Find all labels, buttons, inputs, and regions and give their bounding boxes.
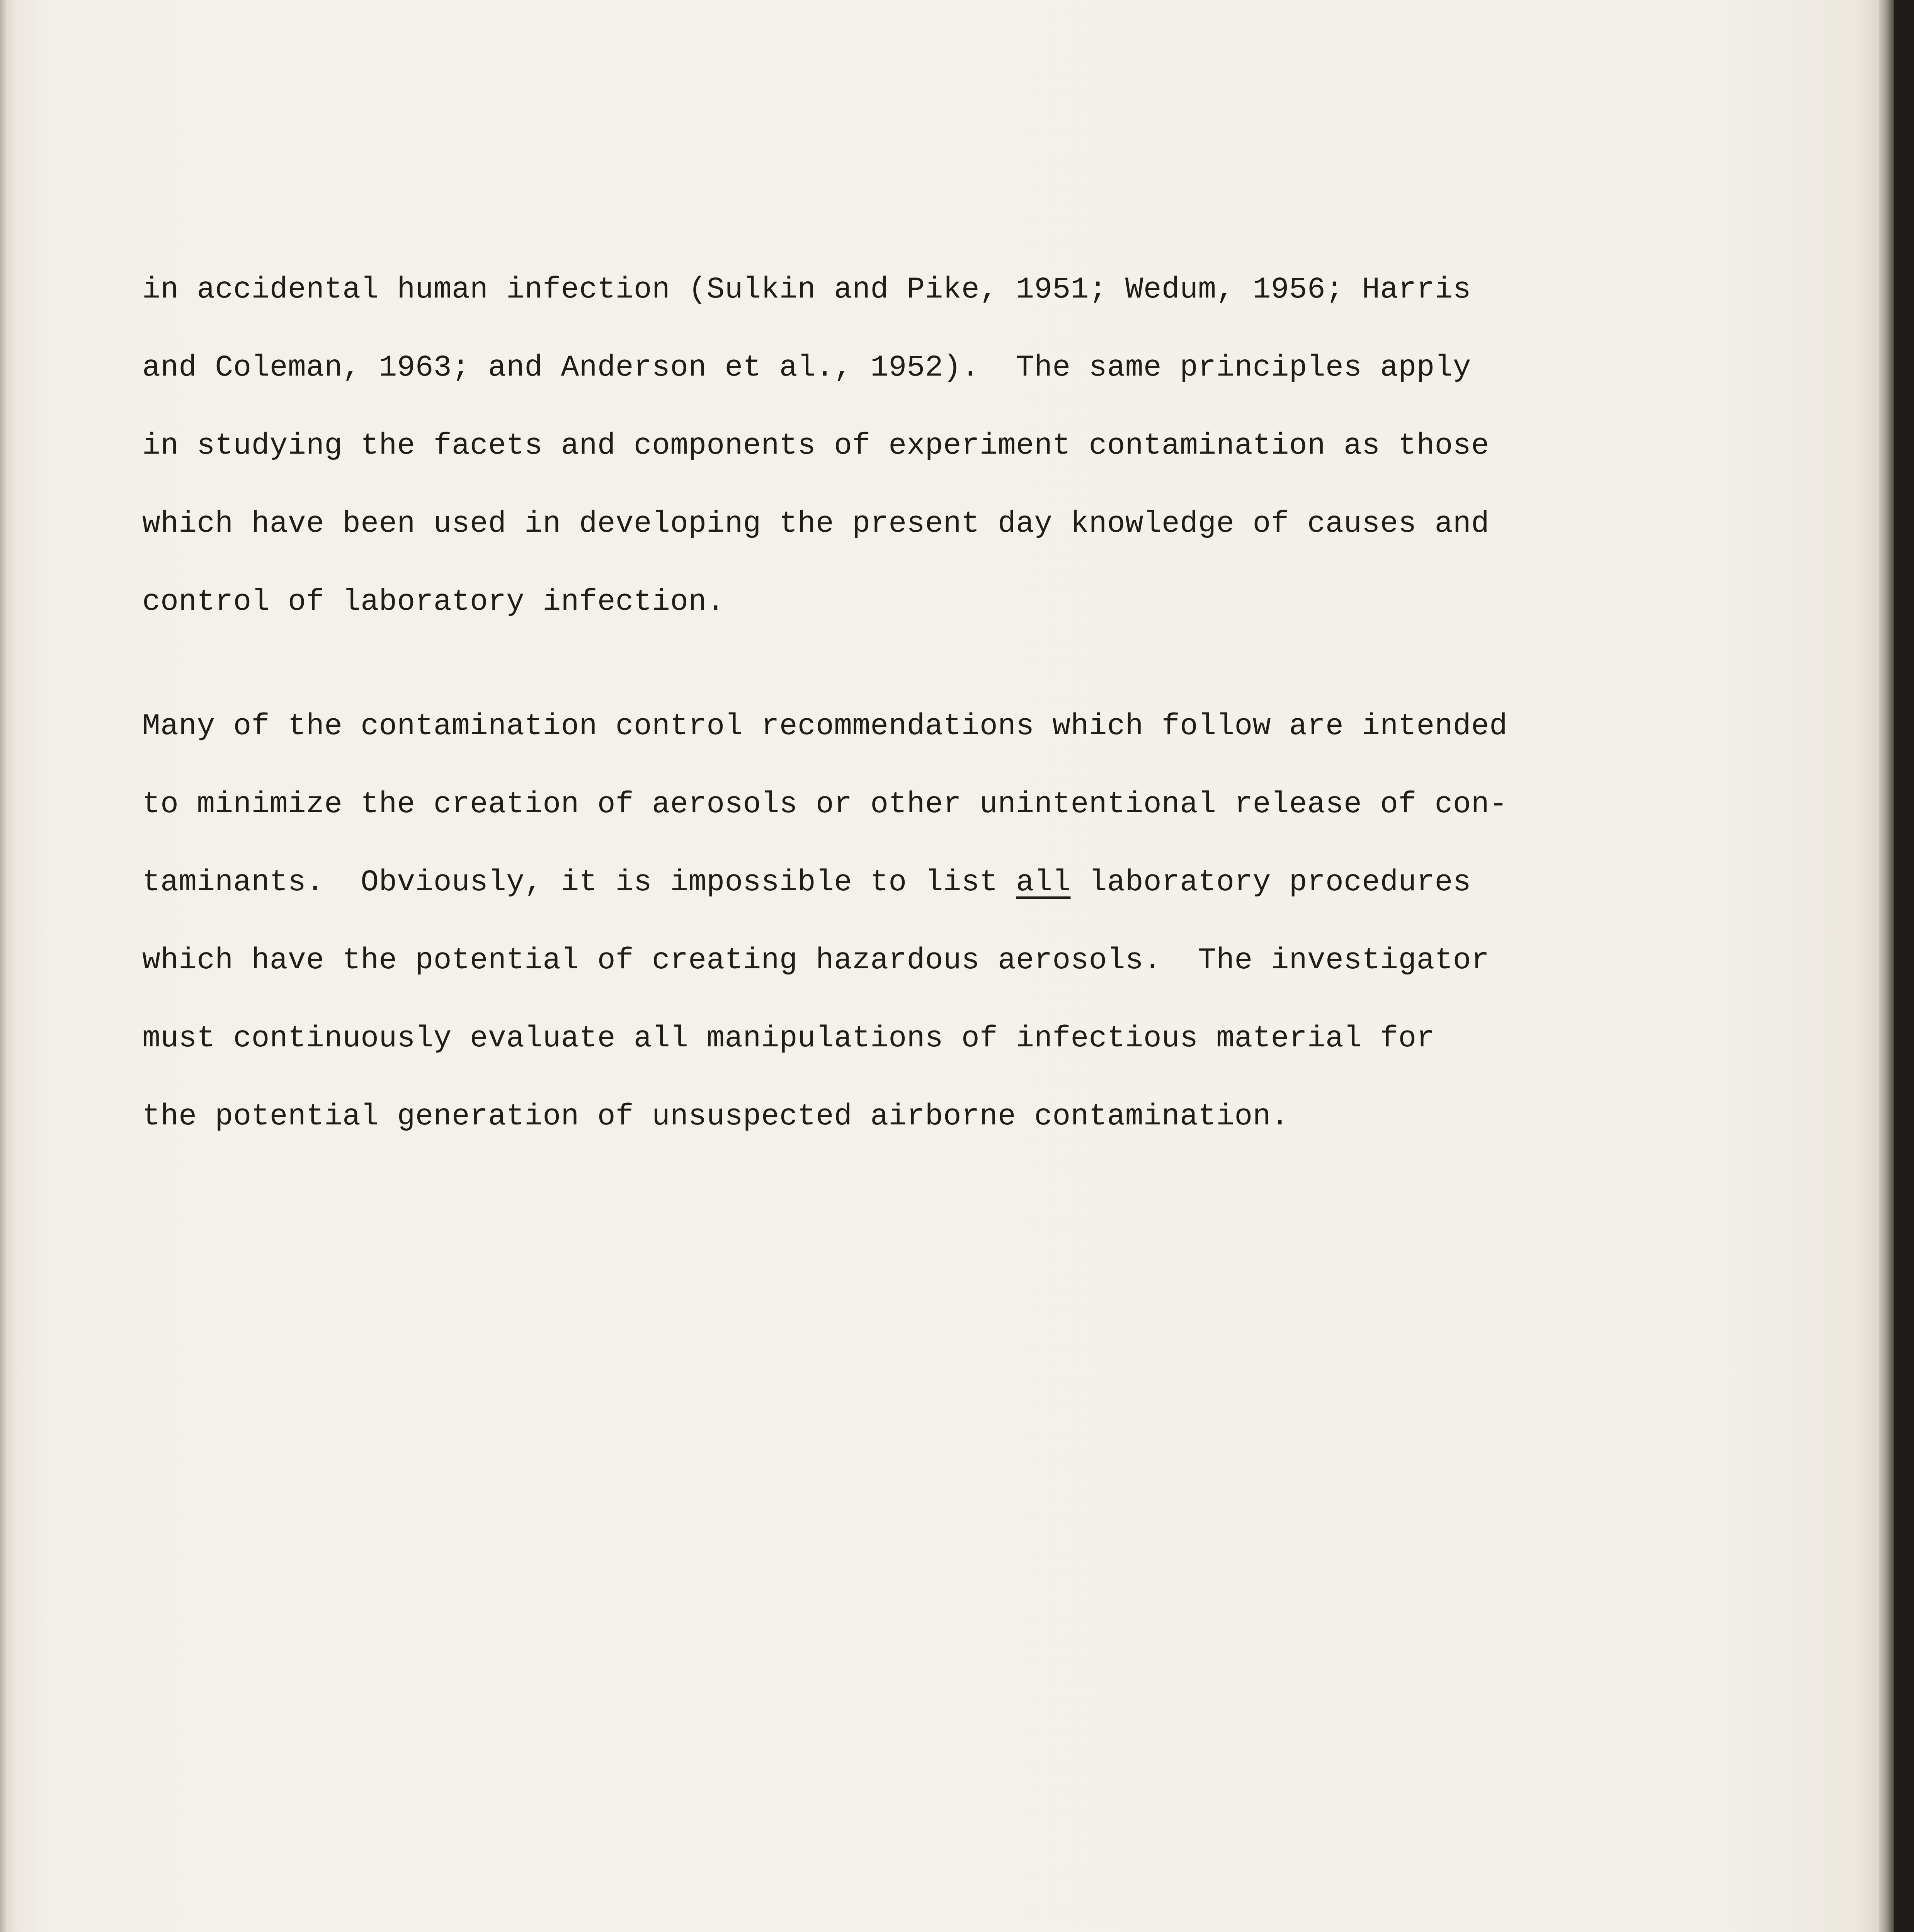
paragraph-2-line-4: which have the potential of creating hazardous aerosols. The investigator: [142, 944, 1489, 978]
binding-shadow: [0, 0, 7, 1932]
paragraph-1-line-4: which have been used in developing the present day knowledge of causes and: [142, 507, 1489, 541]
paragraph-1-line-2: and Coleman, 1963; and Anderson et al., 1952). The same principles apply: [142, 351, 1471, 385]
paragraph-2-line-6: the potential generation of unsuspected airborne contamination.: [142, 1100, 1289, 1134]
paragraph-2-line-3: [142, 863, 1471, 902]
paragraph-2-line-5: must continuously evaluate all manipulations of infectious material for: [142, 1022, 1435, 1056]
paragraph-1-line-1: in accidental human infection (Sulkin and Pike, 1951; Wedum, 1956; Harris: [142, 273, 1471, 307]
paragraph-1-line-5: control of laboratory infection.: [142, 585, 725, 619]
paragraph-1-line-3: in studying the facets and components of experiment contamination as those: [142, 429, 1489, 463]
line-3-end: laboratory procedures: [1070, 866, 1471, 900]
paragraph-2-line-1: Many of the contamination control recommendations which follow are intended: [142, 709, 1508, 743]
paragraph-2-line-2: to minimize the creation of aerosols or other unintentional release of con-: [142, 787, 1508, 821]
line-3-start: taminants. Obviously, it is impossible to list: [142, 866, 1016, 900]
underlined-all: all: [1016, 866, 1071, 900]
page-edge: [1879, 0, 1894, 1932]
